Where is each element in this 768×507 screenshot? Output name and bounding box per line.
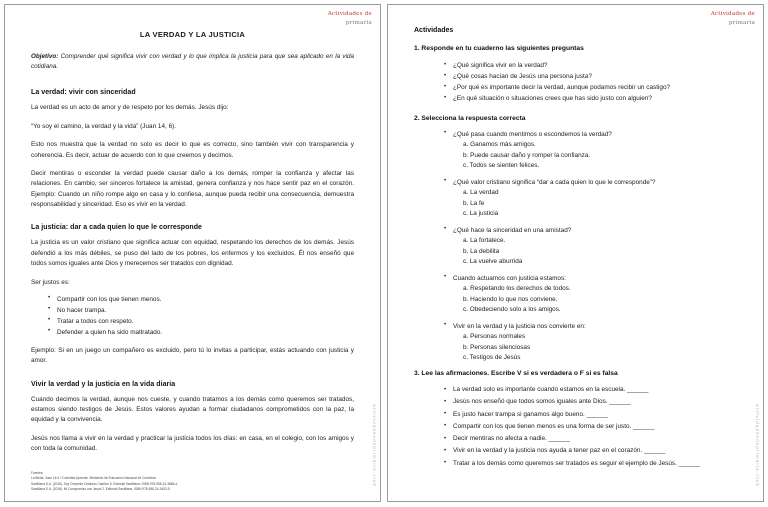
list-item[interactable]: • Compartir con los que tienen menos es una forma de ser justo. ______ [444, 422, 737, 433]
watermark-brand-line1: Actividades de [327, 11, 372, 17]
question-stem: • ¿Qué hace la sinceridad en una amistad? [453, 227, 572, 235]
watermark-brand-line1: Actividades de [710, 11, 755, 17]
list-item[interactable]: • Jesús nos enseñó que todos somos iguales ante Dios. ______ [444, 397, 737, 408]
multiple-choice-question [444, 178, 737, 219]
objective-label: Objetivo: [31, 53, 59, 60]
activities-title: Actividades [414, 27, 454, 34]
daily-life-paragraph-1: Cuando decimos la verdad, aunque nos cueste, y cuando tratamos a los demás como queremos ser tratados, estamos siendo testigos de Jesús. Estos valores ayudan a formar ciudadanos comprometidos con la paz, la equidad y la convivencia. [31, 395, 354, 424]
option-list [453, 140, 737, 171]
option-item[interactable]: a. Ganamos más amigos. [463, 141, 536, 149]
option-item[interactable]: c. Todos se sienten felices. [463, 161, 540, 169]
option-item[interactable]: c. La vuelve aburrida [463, 257, 523, 265]
option-item[interactable]: b. Haciendo lo que nos conviene. [463, 295, 558, 303]
justice-paragraph-2: Ser justos es: [31, 278, 70, 286]
list-item[interactable]: • La verdad solo es importante cuando estamos en la escuela. ______ [444, 385, 737, 396]
activity-1-question-list [414, 60, 737, 104]
question-stem: • ¿Qué valor cristiano significa “dar a cada quien lo que le corresponde”? [453, 179, 656, 187]
option-item[interactable]: a. Respetando los derechos de todos. [463, 285, 571, 293]
objective-paragraph [31, 52, 354, 72]
objective-text: Comprender qué significa vivir con verdad y lo que implica la justicia para que sea aplicado en la vida cotidiana. [31, 53, 354, 71]
right-page-content [388, 5, 763, 501]
section-heading-truth: La verdad: vivir con sinceridad [31, 89, 136, 97]
left-page [4, 4, 381, 502]
option-item[interactable]: b. Puede causar daño y romper la confianza. [463, 151, 591, 159]
activity-2-question-list [414, 130, 737, 363]
right-page [387, 4, 764, 502]
truth-quote: “Yo soy el camino, la verdad y la vida” (Juan 14, 6). [31, 122, 177, 130]
list-item: • Compartir con los que tienen menos. [48, 294, 354, 305]
page-title: LA VERDAD Y LA JUSTICIA [139, 30, 246, 39]
option-list [453, 284, 737, 315]
list-item: • ¿Qué cosas hacían de Jesús una persona justa? [444, 71, 737, 82]
list-item: • No hacer trampa. [48, 305, 354, 316]
sources-label: Fuentes: [31, 470, 44, 475]
justice-paragraph-1: La justicia es un valor cristiano que significa actuar con equidad, respetando los derechos de los demás. Jesús defendió a los más débiles, se puso del lado de los pobres, los enfermos y los excluidos. Él nos enseñó que todos somos iguales ante Dios y merecemos ser tratados con dignidad. [31, 239, 354, 268]
option-item[interactable]: b. La fe [463, 199, 485, 207]
watermark-brand-line2: primaria [345, 19, 372, 26]
option-item[interactable]: c. Testigos de Jesús [463, 353, 521, 361]
activity-3-heading: 3. Lee las afirmaciones. Escribe V si es verdadera o F si es falsa [414, 370, 618, 378]
option-list [453, 188, 737, 219]
justice-bullet-list [31, 294, 354, 338]
multiple-choice-question [444, 130, 737, 171]
list-item: • Tratar a todos con respeto. [48, 316, 354, 327]
watermark-side-right: actividadesdeprimaria.club [755, 404, 760, 487]
option-item[interactable]: a. Personas normales [463, 333, 526, 341]
justice-example: Ejemplo: Si en un juego un compañero es excluido, pero tú lo invitas a participar, estás actuando con justicia y amor. [31, 346, 354, 365]
sources-line: Santillana S.A. (2018). Mi Compromiso con Jesús 2. Editorial Santillana. ISBN 978-958-24-3453-5. [31, 486, 171, 491]
list-item: • ¿Por qué es importante decir la verdad, aunque podamos recibir un castigo? [444, 82, 737, 93]
truth-paragraph-3: Esto nos muestra que la verdad no solo es decir lo que es correcto, sino también vivir con transparencia y coherencia. Es decir, actuar de acuerdo con lo que creemos y decimos. [31, 141, 354, 159]
option-item[interactable]: b. Personas silenciosas [463, 343, 531, 351]
option-item[interactable]: a. La fortalece. [463, 237, 506, 245]
sources-line: La Biblia: Juan 14:6 / Colombia Aprende. Ministerio de Educación Nacional de Colombia. [31, 476, 157, 481]
option-item[interactable]: c. Obedeciendo solo a los amigos. [463, 305, 561, 313]
option-item[interactable]: b. La debilita [463, 247, 500, 255]
multiple-choice-question [444, 226, 737, 267]
activity-3-statement-list [414, 385, 737, 469]
list-item[interactable]: • Es justo hacer trampa si ganamos algo bueno. ______ [444, 410, 737, 421]
watermark-side-left: actividadesdeprimaria.club [372, 404, 377, 487]
list-item[interactable]: • Vivir en la verdad y la justicia nos ayuda a tener paz en el corazón. ______ [444, 446, 737, 457]
multiple-choice-question [444, 322, 737, 363]
multiple-choice-question [444, 274, 737, 315]
list-item: • Defender a quien ha sido maltratado. [48, 327, 354, 338]
daily-life-paragraph-2: Jesús nos llama a vivir en la verdad y practicar la justicia todos los días: en casa, en el colegio, con los amigos y con toda la comunidad. [31, 434, 354, 453]
truth-paragraph-4: Decir mentiras o esconder la verdad puede causar daño a los demás, romper la confianza y afectar las relaciones. En cambio, ser sinceros fortalece la amistad, genera confianza y nos hace sentir paz en el corazón. Ejemplo: Cuando un niño rompe algo en casa y lo confiesa, aunque pueda recibir una consecuencia, demuestra responsabilidad y sinceridad. Eso es vivir en la verdad. [31, 169, 354, 208]
list-item: • ¿En qué situación o situaciones crees que has sido justo con alguien? [444, 93, 737, 104]
option-list [453, 332, 737, 363]
option-item[interactable]: c. La justicia [463, 209, 499, 217]
question-stem: • Vivir en la verdad y la justicia nos convierte en: [453, 323, 586, 331]
sources-footer [31, 471, 354, 492]
list-item: • ¿Qué significa vivir en la verdad? [444, 60, 737, 71]
option-list [453, 236, 737, 267]
list-item[interactable]: • Decir mentiras no afecta a nadie. ______ [444, 434, 737, 445]
question-stem: • Cuando actuamos con justicia estamos: [453, 275, 566, 283]
sources-line: Santillana S.A. (2015). Soy Creyente Cristiano Católico 5. Editorial Santillana. ISBN 978-958-24-3886-4. [31, 481, 179, 486]
section-heading-justice: La justicia: dar a cada quien lo que le corresponde [31, 224, 202, 232]
question-stem: • ¿Qué pasa cuando mentimos o escondemos la verdad? [453, 131, 612, 139]
list-item[interactable]: • Tratar a los demás como queremos ser tratados es seguir el ejemplo de Jesús. ______ [444, 459, 737, 470]
watermark-brand-line2: primaria [728, 19, 755, 26]
section-heading-daily-life: Vivir la verdad y la justicia en la vida diaria [31, 380, 176, 388]
activity-1-heading: 1. Responde en tu cuaderno las siguientes preguntas [414, 45, 584, 52]
truth-paragraph-1: La verdad es un acto de amor y de respeto por los demás. Jesús dijo: [31, 104, 229, 112]
left-page-content [5, 5, 380, 501]
option-item[interactable]: a. La verdad [463, 189, 499, 197]
activity-2-heading: 2. Selecciona la respuesta correcta [414, 115, 526, 123]
